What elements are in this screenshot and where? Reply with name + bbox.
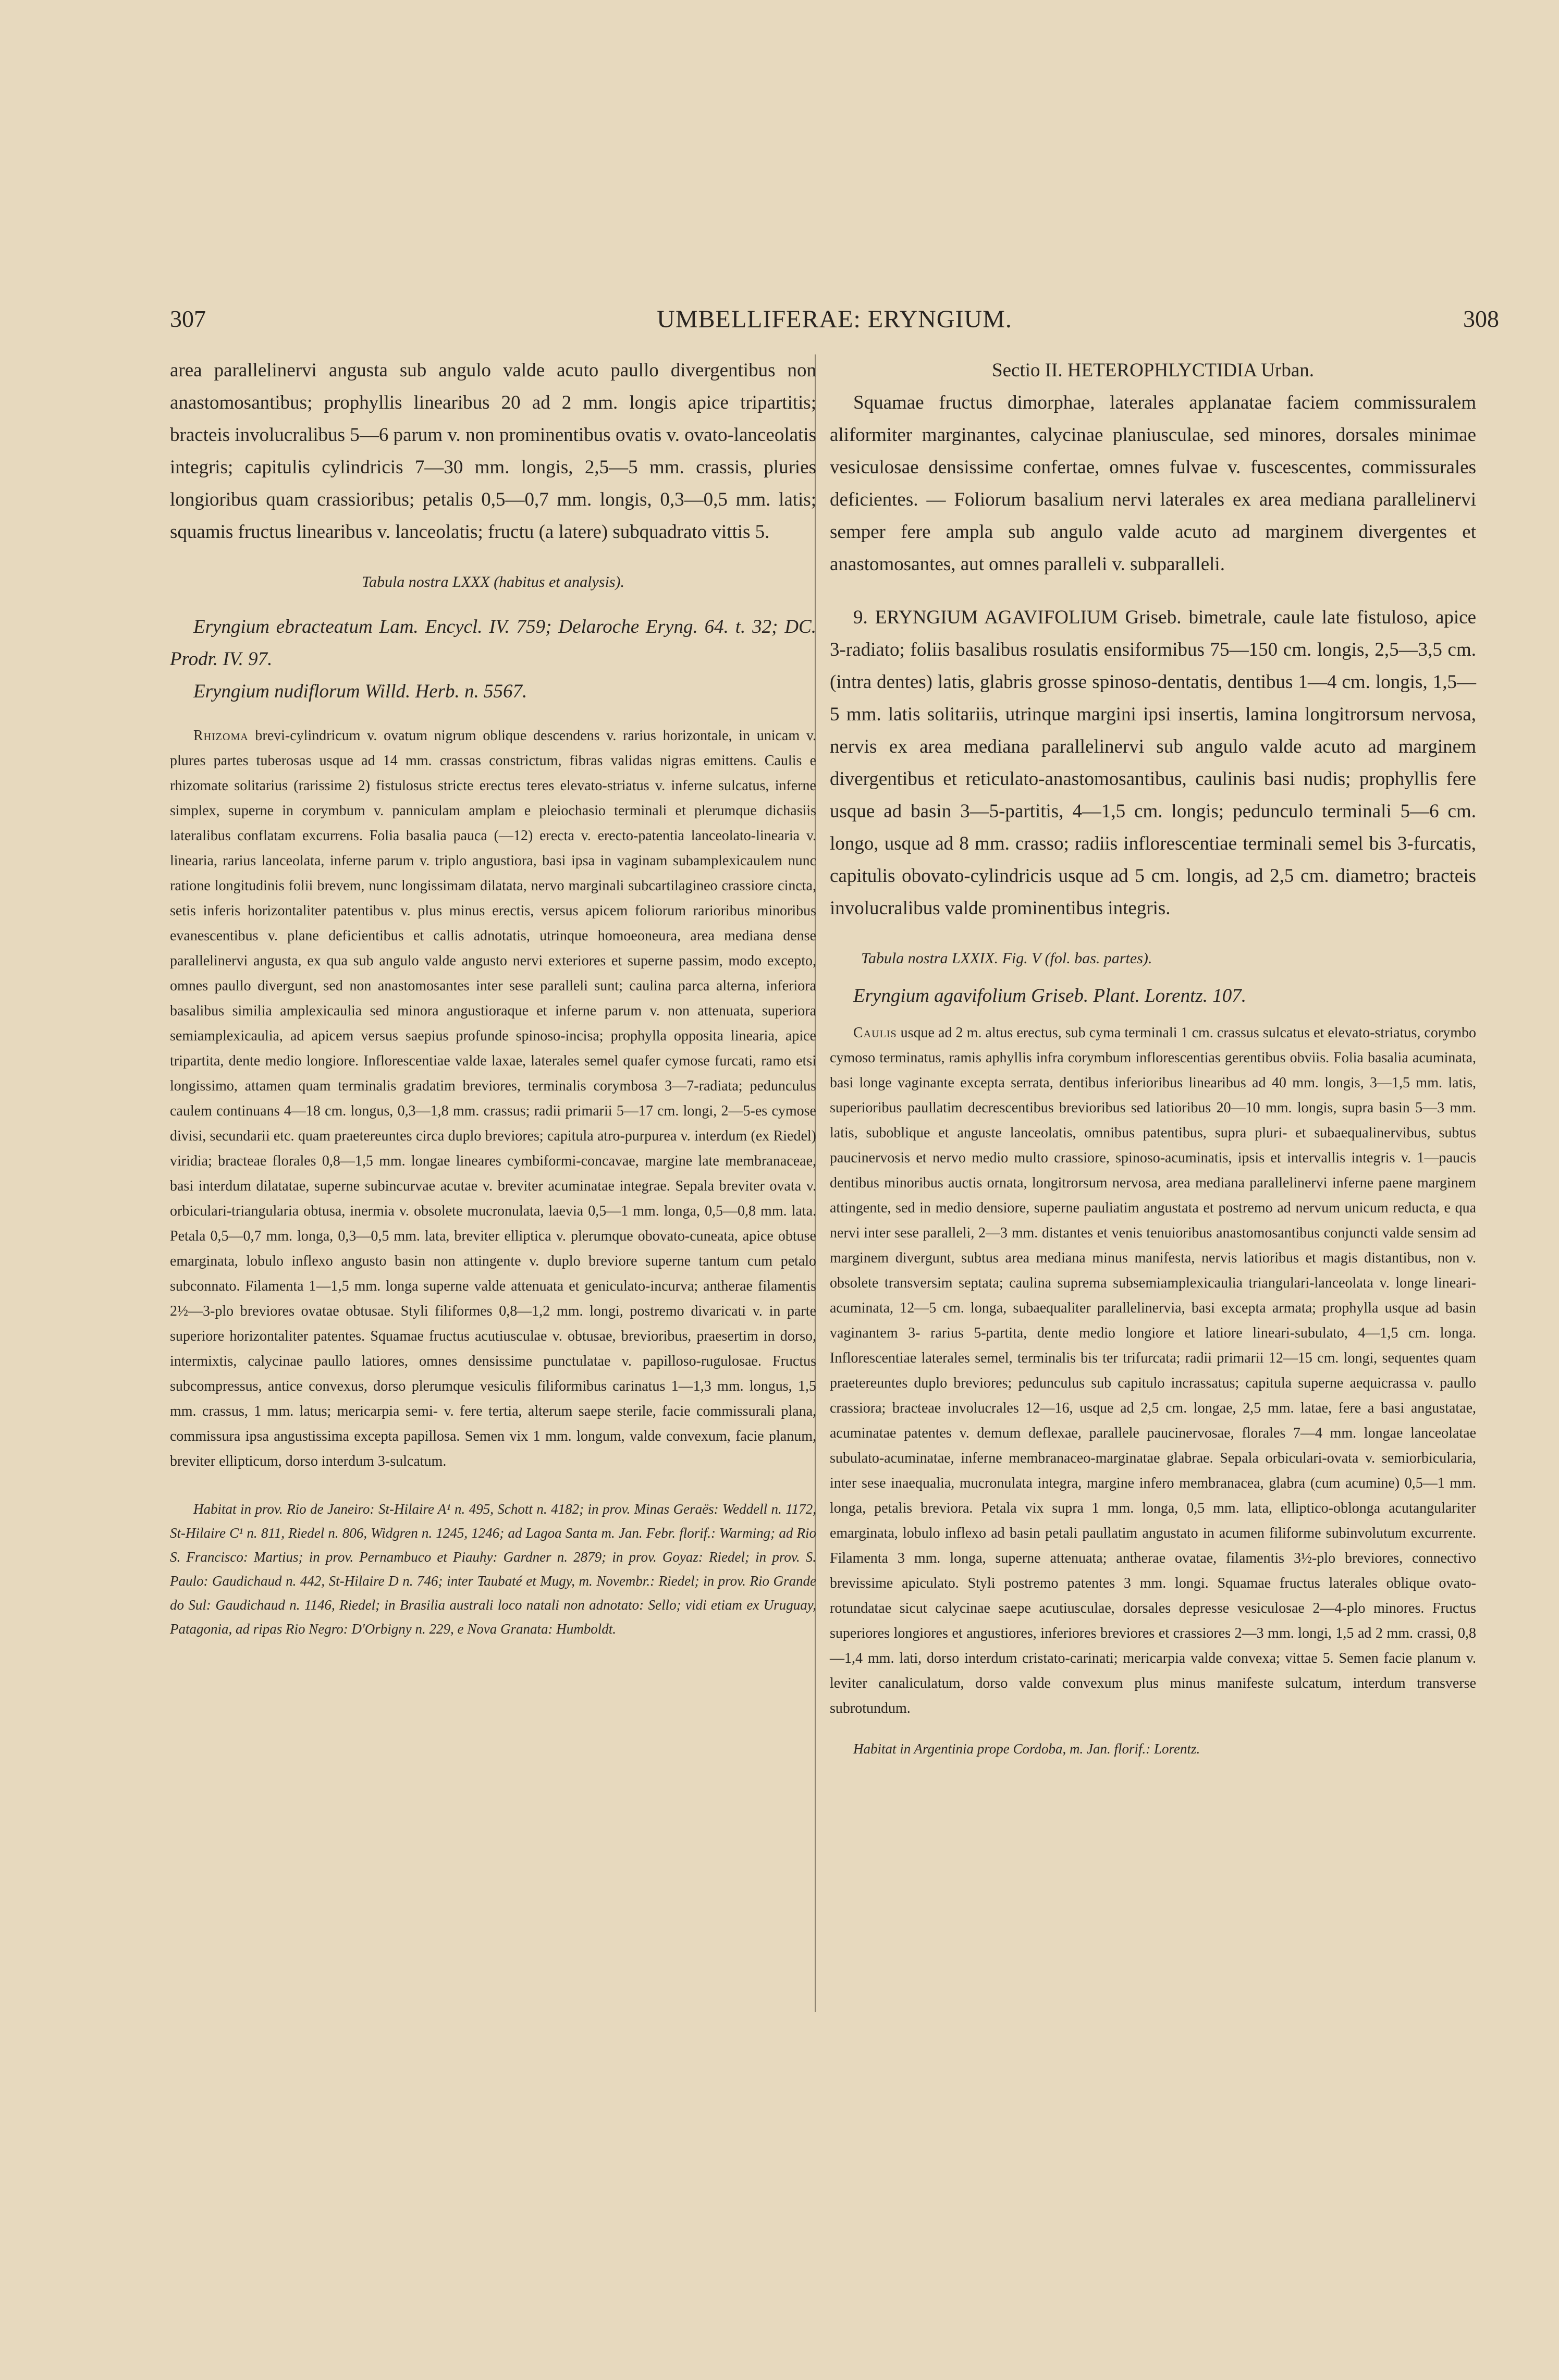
- plate-reference: Tabula nostra LXXIX. Fig. V (fol. bas. partes).: [861, 950, 1152, 967]
- species-paragraph: [830, 602, 1476, 925]
- description-text: brevi-cylindricum v. ovatum nigrum oblique descendens v. rarius horizontale, in unicam v. plures partes tuberosas usque ad 14 mm. crassas constrictum, fibras validas nigras emittens. Caulis e rhizomate solitarius (rarissime 2) fistulosus stricte erectus teres elevato-striatus v. inferne sulcatus, inferne simplex, superne in corymbum v. panniculam amplam e pleiochasio terminali et plerumque dichasiis lateralibus conflatam excurrens. Folia basalia pauca (—12) erecta v. erecto-patentia lanceolato-linearia v. linearia, rarius lanceolata, inferne parum v. triplo angustiora, basi ipsa in vaginam subamplexicaulem nunc ratione longitudinis folii brevem, nunc longissimam dilatata, nervo marginali subcartilagineo crassiore cincta, setis inferis horizontaliter patentibus v. plus minus erectis, versus apicem foliorum rarioribus minoribus evanescentibus v. plane deficientibus et callis adnotatis, utrinque homoeoneura, area mediana dense parallelinervi angusta, ex qua sub angulo valde angusto nervi exteriores et superne passim, modo excepto, omnes paullo divergunt, sed non anastomosantes inter sese paralleli sunt; caulina parca alterna, inferiora basalibus similia amplexicaulia sed minora angustioraque et inferne parum v. non attenuata, superiora semiamplexicaulia, ad apicem versus saepius profunde spinoso-incisa; prophylla opposita linearia, apice tripartita, dente medio longiore. Inflorescentiae valde laxae, laterales semel quafer cymose furcati, ramo etsi longissimo, attamen quam terminalis gradatim breviores, terminalis corymbosa 3—7-radiata; pedunculus caulem continuans 4—18 cm. longus, 0,3—1,8 mm. crassus; radii primarii 5—17 cm. longi, 2—5-es cymose divisi, secundarii etc. quam praetereuntes circa duplo breviores; capitula atro-purpurea v. interdum (ex Riedel) viridia; bracteae florales 0,8—1,5 mm. longae lineares cymbiformi-concavae, margine late membranaceae, basi interdum dilatatae, superne subincurvae acutae v. breviter acuminatae integrae. Sepala breviter ovata v. orbiculari-triangularia obtusa, inermia v. obsolete mucronulata, laevia 0,5—1 mm. longa, 0,5—0,8 mm. lata. Petala 0,5—0,7 mm. longa, 0,3—0,5 mm. lata, breviter elliptica v. plerumque obovato-cuneata, apice obtuse emarginata, lobulo inflexo angusto basin non attingente v. duplo breviore superne tantum cum petalo subconnato. Filamenta 1—1,5 mm. longa superne valde attenuata et geniculato-incurva; antherae filamentis 2½—3-plo breviores ovatae obtusae. Styli filiformes 0,8—1,2 mm. longi, postremo divaricati v. in parte superiore horizontaliter patentes. Squamae fructus acutiusculae v. obtusae, brevioribus, praesertim in dorso, intermixtis, calycinae paullo latiores, omnes densissime punctulatae v. papilloso-rugulosae. Fructus subcompressus, antice convexus, dorso plerumque vesiculis filiformibus carinatus 1—1,3 mm. longus, 1,5 mm. crassus, 1 mm. latus; mericarpia semi- v. fere tertia, alterum saepe sterile, facie commissurali plana, commissura ipsa angustissima excepta papillosa. Semen vix 1 mm. longum, valde convexum, facie planum, breviter ellipticum, dorso interdum 3-sulcatum.: [170, 728, 816, 1469]
- species-description: [830, 1021, 1476, 1721]
- running-title: UMBELLIFERAE: ERYNGIUM.: [657, 305, 1012, 333]
- description-lead: Rhizoma: [193, 728, 249, 744]
- plate-reference: Tabula nostra LXXX (habitus et analysis).: [362, 573, 624, 591]
- synonym-citation: Eryngium nudiflorum Willd. Herb. n. 5567.: [193, 681, 527, 702]
- species-description: [170, 723, 816, 1474]
- section-paragraph: Squamae fructus dimorphae, laterales applanatae faciem commissuralem aliformiter marginantes, calycinae planiusculae, sed minores, dorsales minimae vesiculosae densissime confertae, omnes fulvae v. fuscescentes, commissurales deficientes. — Foliorum basalium nervi laterales ex area mediana parallelinervi semper fere ampla sub angulo valde acuto ad marginem divergentes et anastomosantes, aut omnes paralleli v. subparalleli.: [830, 392, 1476, 575]
- right-column: [830, 354, 1476, 1761]
- synonym-citation: Eryngium ebracteatum Lam. Encycl. IV. 759; Delaroche Eryng. 64. t. 32; DC. Prodr. IV. 97.: [170, 616, 816, 670]
- habitat-paragraph: Habitat in Argentinia prope Cordoba, m. Jan. florif.: Lorentz.: [853, 1741, 1200, 1757]
- left-column: [170, 354, 816, 1641]
- description-text: usque ad 2 m. altus erectus, sub cyma terminali 1 cm. crassus sulcatus et elevato-striatus, corymbo cymoso terminatus, ramis aphyllis infra corymbum inflorescentias gerentibus obviis. Folia basalia acuminata, basi longe vaginante excepta serrata, dentibus inferioribus linearibus ad 40 mm. longis, 3—1,5 mm. latis, superioribus paullatim decrescentibus brevioribus sed latioribus 20—10 mm. longis, supra basin 5—3 mm. latis, suboblique et anguste lanceolatis, omnibus patentibus, supra pluri- et subaequalinervibus, subtus paucinervosis et nervo medio multo crassiore, spinoso-acuminatis, ipsis et intervallis integris v. 1—paucis dentibus minoribus auctis ornata, longitrorsum nervosa, area mediana parallelinervi inferne paene marginem attingente, sed in medio densiore, superne pauliatim angustata et postremo ad nervum unicum reducta, e qua nervi inter sese paralleli, 2—3 mm. distantes et venis tenuioribus anastomosantibus conjuncti valde sensim ad marginem divergunt, subtus area mediana minus manifesta, nervis latioribus et magis distantibus, non v. obsolete transversim septata; caulina suprema subsemiamplexicaulia triangulari-lanceolata v. longe lineari-acuminata, 12—5 cm. longa, subaequaliter parallelinervia, basi excepta armata; prophylla usque ad basin vaginantem 3- rarius 5-partita, dente medio longiore et latiore lineari-subulato, 4—1,5 cm. longa. Inflorescentiae laterales semel, terminalis bis ter trifurcata; radii primarii 12—15 cm. longi, sequentes quam praetereuntes duplo breviores; pedunculus sub capitulo incrassatus; capitula superne aequicrassa v. paullo crassiora; bracteae involucrales 12—16, usque ad 2,5 cm. longae, 2,5 mm. latae, fere a basi angustatae, acuminatae patentes v. demum deflexae, parallele paucinervosae, florales 7—4 mm. longae lanceolatae subulato-acuminatae, inferne membranaceo-marginatae glabrae. Sepala orbiculari-ovata v. semiorbicularia, inter sese inaequalia, mucronulata integra, margine infero membranacea, glabra (cum acumine) 0,5—1 mm. longa, petalis breviora. Petala vix supra 1 mm. longa, 0,5 mm. lata, elliptico-oblonga acutangulariter emarginata, lobulo inflexo ad basin petali paullatim angustato in acumen filiforme subinvolutum excurrente. Filamenta 3 mm. longa, superne attenuata; antherae ovatae, filamentis 3½-plo breviores, connectivo brevissime apiculato. Styli postremo patentes 3 mm. longi. Squamae fructus laterales oblique ovato-rotundatae sicut calycinae saepe acutiusculae, dorsales depresse vesiculosae 2—4-plo minores. Fructus superiores longiores et angustiores, inferiores breviores et crassiores 2—3 mm. longi, 1,5 ad 2 mm. crassi, 0,8—1,4 mm. lati, dorso interdum cristato-carinati; mericarpia valde convexa; vittae 5. Semen facie planum v. leviter canaliculatum, dorso valde convexum plus minus manifeste sulcatum, interdum transverse subrotundum.: [830, 1025, 1477, 1716]
- page-number-left: 307: [170, 305, 206, 332]
- species-diagnosis: bimetrale, caule late fistuloso, apice 3-radiato; foliis basalibus rosulatis ensiformibus 75—150 cm. longis, 2,5—3,5 cm. (intra dentes) latis, glabris grosse spinoso-dentatis, dentibus 1—4 cm. longis, 1,5—5 mm. latis solitariis, utrinque margini ipsi insertis, lamina longitrorsum nervosa, nervis ex area mediana parallelinervi sub angulo valde acuto ad marginem divergentibus et reticulato-anastomosantibus, caulinis basi nudis; prophyllis fere usque ad basin 3—5-partitis, 4—1,5 cm. longis; pedunculo terminali 5—6 cm. longo, usque ad 8 mm. crasso; radiis inflorescentiae terminali semel bis 3-furcatis, capitulis obovato-cylindricis usque ad 5 cm. longis, ad 2,5 cm. diametro; bracteis involucralibus valde prominentibus integris.: [830, 607, 1476, 919]
- running-head: [170, 305, 1499, 336]
- description-lead: Caulis: [853, 1025, 897, 1041]
- species-heading: 9. ERYNGIUM AGAVIFOLIUM Griseb.: [853, 607, 1182, 628]
- page-number-right: 308: [1463, 305, 1499, 332]
- section-heading: Sectio II. HETEROPHLYCTIDIA Urban.: [992, 360, 1314, 381]
- habitat-paragraph: Habitat in prov. Rio de Janeiro: St-Hilaire A¹ n. 495, Schott n. 4182; in prov. Minas Geraës: Weddell n. 1172, St-Hilaire C¹ n. 811, Riedel n. 806, Widgren n. 1245, 1246; ad Lagoa Santa m. Jan. Febr. florif.: Warming; ad Rio S. Francisco: Martius; in prov. Pernambuco et Piauhy: Gardner n. 2879; in prov. Goyaz: Riedel; in prov. S. Paulo: Gaudichaud n. 442, St-Hilaire D n. 746; inter Taubaté et Mugy, m. Novembr.: Riedel; in prov. Rio Grande do Sul: Gaudichaud n. 1146, Riedel; in Brasilia australi loco natali non adnotato: Sello; vidi etiam ex Uruguay, Patagonia, ad ripas Rio Negro: D'Orbigny n. 229, e Nova Granata: Humboldt.: [170, 1501, 816, 1637]
- synonym-citation: Eryngium agavifolium Griseb. Plant. Lorentz. 107.: [853, 985, 1247, 1007]
- intro-paragraph: area parallelinervi angusta sub angulo valde acuto paullo divergentibus non anastomosantibus; prophyllis linearibus 20 ad 2 mm. longis apice tripartitis; bracteis involucralibus 5—6 parum v. non prominentibus ovatis v. ovato-lanceolatis integris; capitulis cylindricis 7—30 mm. longis, 2,5—5 mm. crassis, pluries longioribus quam crassioribus; petalis 0,5—0,7 mm. longis, 0,3—0,5 mm. latis; squamis fructus linearibus v. lanceolatis; fructu (a latere) subquadrato vittis 5.: [170, 360, 816, 543]
